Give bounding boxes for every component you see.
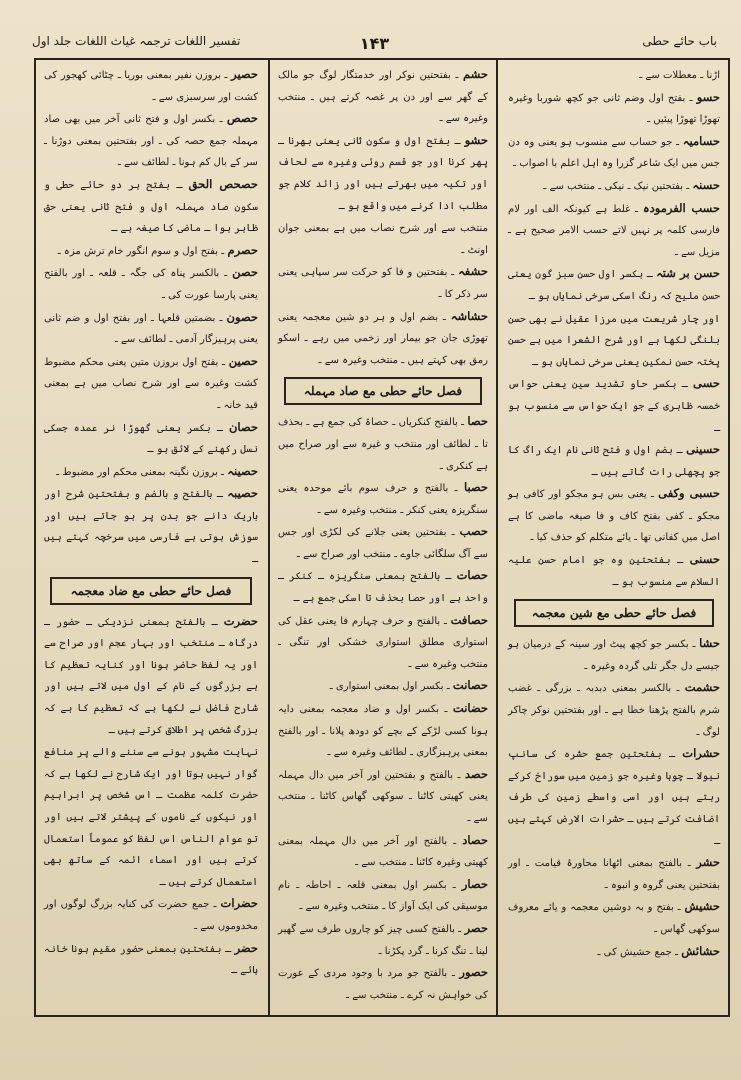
- definition: ـ بفتح و بہ دوشین معجمہ و یائے معروف سوکھی گھاس ـ: [508, 902, 720, 935]
- dictionary-entry: [44, 611, 258, 742]
- definition: ـ بالفتح و بالضم و بفتحتین شرح اور باریک دانے جو بدن پر ہو جاتے ہیں اور سوزش ہوتی ہے فارسی میں سرخچہ کہتے ہیں ـ: [44, 489, 258, 566]
- dictionary-entry: [278, 764, 488, 830]
- headword: حصینہ: [227, 463, 258, 478]
- definition: ـ بکسر یعنی گھوڑا نر عمدہ جسکی نسل رکھنے کے لائق ہو ـ: [44, 422, 258, 456]
- definition: ـ بالفتح بمعنی نزدیکی ـ حضور ـ درگاہ ـ منتخب اور بہار عجم اور صراح سے اور یہ لفظ حاضر ہونا اور کنایہ تعظیم کا ہے بزرگوں کے نام کے اول میں لاتے ہیں اور شارح فاضل نے لکھا ہے کہ تعظیم کا ہے کہ بزرگ شخص پر اطلاق کرتے ہیں ـ: [44, 616, 258, 736]
- definition: ـ بالفتح کنکریاں ـ حصاۃ کی جمع ہے ـ بحذف تا ـ لطائف اور منتخب و غیرہ سے اور صراح میں ہے کنکری ـ: [278, 417, 488, 472]
- headword: حصور: [459, 965, 488, 980]
- dictionary-entry: [278, 64, 488, 130]
- definition: ـ بالفتح بمعنی اٹھانا محاورۂ قیامت ـ اور بفتحتین یعنی گروہ و انبوہ ـ: [508, 858, 720, 891]
- definition: ـ بروزن نگینہ بمعنی محکم اور مضبوط ـ: [56, 466, 228, 478]
- dictionary-entry: [508, 941, 720, 964]
- dictionary-entry: [278, 610, 488, 676]
- headword: حصرم: [227, 242, 258, 257]
- dictionary-entry: [508, 198, 720, 264]
- headword: حصد: [464, 766, 488, 781]
- headword: حصبا: [463, 480, 488, 495]
- dictionary-entry: [508, 64, 720, 87]
- dictionary-entry: [508, 483, 720, 549]
- dictionary-entry: [278, 830, 488, 874]
- definition: ـ بفتحتین نیک ـ نیکی ـ منتخب سے ـ: [543, 180, 693, 192]
- headword: حشرات: [682, 746, 720, 761]
- dictionary-entry: [278, 261, 488, 305]
- definition: ـ بضم اول و ہر دو شین معجمہ یعنی تھوڑی جان جو بیمار اور زخمی میں رہے ـ اسکو رمق بھی کہتے ہیں ـ منتخب وغیرہ سے ـ: [278, 311, 488, 366]
- dictionary-entry: [508, 308, 720, 374]
- dictionary-entry: [508, 439, 720, 483]
- dictionary-entry: [44, 741, 258, 893]
- headword: حسنی: [689, 552, 720, 567]
- dictionary-entry: [508, 633, 720, 677]
- definition: ـ بفتح اول و سوم انگور خام ترش مزہ ـ: [57, 245, 228, 257]
- headword: حشیش: [684, 899, 720, 914]
- section-heading: فصل حائے حطی مع شین معجمہ: [514, 599, 714, 627]
- definition: منتخب سے اور شرح نصاب میں ہے بمعنی جوان اونٹ ـ: [278, 223, 488, 256]
- dictionary-entry: [278, 521, 488, 565]
- definition: ـ بکسر اول و فتح ثانی آخر میں بھی صاد مہملہ جمع حصہ کی ـ اور بفتحتین بمعنی دوڑنا ـ سر کے بال کم ہونا ـ لطائف سے ـ: [44, 114, 258, 169]
- headword: حشمت: [684, 680, 720, 695]
- definition: ـ بفتحتین یعنی جلانے کی لکڑی اور جس سے آگ سلگائی جاوے ـ منتخب اور صراح سے ـ: [278, 527, 488, 560]
- definition: ـ جمع حشیش کی ـ: [597, 946, 682, 958]
- definition: ـ بفتح اول بروزن متین یعنی محکم مضبوط کشت وغیرہ سے اور شرح نصاب میں ہے بمعنی قید خانہ ـ: [44, 356, 258, 411]
- dictionary-entry: [508, 131, 720, 175]
- definition: ـ بفتحتین و فا کو حرکت سر سپاہی یعنی سر ذکر کا ـ: [278, 267, 488, 300]
- headword: حصیبہ: [227, 486, 258, 501]
- headword: حصحص الحق: [188, 176, 258, 191]
- definition: اور چار شریعت میں مرزا عقیل نے بھی حسن بلنگی لکھا ہے اور شرح الشعرا میں ہے حسن پختہ حسن نمکین یعنی سرخی نمایاں ہو ـ: [508, 313, 720, 368]
- headword: حصا: [467, 414, 488, 429]
- page-number: ۱۴۳: [359, 34, 390, 53]
- definition: ـ بفتحتین جمع حشرہ کی سانپ نیولا ـ چوہا وغیرہ جو زمین میں سوراخ کرکے رہتے ہیں اور اسی واسطے زمین کی طرف اضافت کرتے ہیں ـ حشرات الارض کہتے ہیں ـ: [508, 749, 720, 847]
- headword: حسبی وکفی: [658, 486, 720, 501]
- definition: ـ بکسر حاو تشدید سین یعنی حواس خمسہ ظاہری کے جو ایک حواس سے منسوب ہو ـ: [508, 379, 720, 434]
- headword: حصن: [232, 265, 258, 280]
- dictionary-entry: [278, 698, 488, 764]
- dictionary-entry: [278, 675, 488, 698]
- headword: حشا: [699, 636, 720, 651]
- headword: حسی: [693, 376, 720, 391]
- definition: ـ بضمتین قلعہا ـ اور بفتح اول و ضم ثانی یعنی پرہیزگار آدمی ـ لطائف سے ـ: [44, 312, 258, 346]
- definition: ـ جو حساب سے منسوب ہو یعنی وہ دن جس میں ایک شاعر گزرا وہ اہل اعلم با اصواب ـ: [508, 136, 720, 170]
- dictionary-entry: [44, 938, 258, 982]
- headword: حصافت: [450, 612, 488, 627]
- dictionary-entry: [278, 962, 488, 1006]
- dictionary-entry: [278, 477, 488, 521]
- headword: حضرت: [223, 613, 258, 628]
- dictionary-entry: [508, 87, 720, 131]
- definition: ـ بکسر اول بمعنی قلعہ ـ احاطہ ـ نام موسیقی کی ایک آواز کا ـ منتخب وغیرہ سے ـ: [278, 879, 488, 913]
- definition: ـ بالفتح اور آخر میں دال مہملہ بمعنی کھیتی وغیرہ کاٹنا ـ منتخب سے ـ: [278, 835, 488, 869]
- headword: حصر: [464, 920, 488, 935]
- definition: نہایت مشہور ہونے سے سننے والے پر منافع گوار نہیں ہوتا اور ایک شارح نے لکھا ہے کہ حضرت کلمہ عظمت ـ اس شخص پر ابراہیم اور نیکوں کے ناموں کے پیشتر لاتے ہیں اور تو عوام الناس اس لفظ کو عموماً استعمال کرتے ہیں اور اسماء ائمہ کے ساتھ بھی استعمال کرتے ہیں ـ: [44, 747, 258, 888]
- definition: ـ بالفتح و حرف چہارم فا یعنی عقل کی استواری مطلق استواری خشکی اور تنگی ـ منتخب وغیرہ سے ـ: [278, 615, 488, 670]
- headword: حسنہ: [692, 177, 720, 192]
- headword: حسن بر شتہ: [656, 266, 720, 281]
- definition: ـ بالفتح و حرف سوم بائے موحدہ یعنی سنگریزہ یعنی کنکر ـ منتخب وغیرہ سے ـ: [278, 483, 488, 516]
- definition: ـ بفتحتین بمعنی حضور مقیم ہونا خانہ ہائے ـ: [44, 943, 258, 977]
- dictionary-entry: [508, 549, 720, 593]
- dictionary-entry: [44, 307, 258, 351]
- dictionary-entry: [44, 483, 258, 570]
- headword: حشو: [464, 132, 488, 147]
- definition: ـ بکسر اول و ضاد معجمہ بمعنی دایہ ہونا کسی لڑکے کے بچے کو دودھ پلانا ـ اور بالفتح بمعنی پرہیزگاری ـ لطائف وغیرہ سے ـ: [278, 704, 488, 759]
- headword: حضر: [234, 940, 258, 955]
- headword: حصاد: [462, 832, 488, 847]
- dictionary-entry: [278, 306, 488, 372]
- dictionary-entry: [508, 677, 720, 743]
- dictionary-entry: [278, 130, 488, 217]
- headword: حصات: [456, 568, 488, 583]
- dictionary-entry: [508, 263, 720, 307]
- dictionary-entry: [278, 411, 488, 477]
- headword: حسو: [696, 89, 720, 104]
- headword: حشفہ: [458, 264, 488, 279]
- definition: ـ بکسر جو کچھ پیٹ اور سینہ کے درمیان ہو جیسے دل جگر تلی گردہ وغیرہ ـ: [508, 639, 720, 672]
- definition: ـ بروزن نفیر بمعنی بوریا ـ چٹائی کھجور کی کشت اور سرسبزی سے ـ: [44, 70, 258, 103]
- headword: حسامیہ: [682, 133, 720, 148]
- definition: ـ بالفتح بمعنی سنگریزہ ـ کنکر ـ واحد ہے اور حصا بحذف تا اسکی جمع ہے ـ: [278, 571, 488, 605]
- headword: حصانت: [452, 678, 488, 693]
- section-heading: فصل حائے حطی مع صاد مہملہ: [284, 377, 482, 405]
- definition: ـ یعنی بس ہو مجکو اور کافی ہو مجکو ـ کفی بفتح کاف و فا صیغہ ماضی کا ہے اصل میں کفانی تھا ـ یائے متکلم کو حذف کیا ـ: [508, 489, 720, 544]
- dictionary-entry: [508, 896, 720, 940]
- dictionary-entry: [508, 373, 720, 439]
- column-left: [36, 60, 266, 1015]
- headword: حصان: [228, 419, 258, 434]
- headword: حصار: [461, 876, 488, 891]
- column-right: [500, 60, 728, 1015]
- headword: حصب: [459, 524, 488, 539]
- headword: حشاشہ: [450, 308, 488, 323]
- headword: حصون: [226, 309, 258, 324]
- definition: ـ بفتحتین وہ جو امام حسن علیہ السلام سے منسوب ہو ـ: [508, 555, 720, 588]
- dictionary-entry: [44, 64, 258, 108]
- dictionary-entry: [508, 852, 720, 896]
- definition: ـ بفتح ہر دو حائے حطی و سکون صاد مہملہ اول و فتح ثانی یعنی حق ظاہر ہوا ـ ماضی کا صیغہ ہے ـ: [44, 179, 258, 235]
- dictionary-entry: [44, 351, 258, 417]
- column-middle: [268, 60, 498, 1015]
- definition: ـ بکسر اول حسن سبز گون یعنی حسن ملیح کہ رنگ اسکی سرخی نمایاں ہو ـ: [508, 269, 720, 302]
- dictionary-entry: [44, 174, 258, 240]
- dictionary-entry: [278, 217, 488, 261]
- dictionary-entry: [44, 893, 258, 937]
- headword: حضانت: [452, 701, 488, 716]
- definition: اڑنا ـ معطلات سے ـ: [639, 70, 720, 81]
- definition: ـ جمع حضرت کی کنایہ بزرگ لوگوں اور مخدوموں سے ـ: [44, 899, 258, 932]
- dictionary-entry: [44, 461, 258, 484]
- headword: حصیر: [231, 67, 258, 81]
- headword: حشائش: [681, 943, 720, 958]
- headword: حشر: [696, 855, 720, 870]
- definition: ـ بالفتح و بفتحتین اور آخر میں دال مہملہ یعنی کھیتی کاٹنا ـ سوکھی گھاس کاٹنا ـ منتخب سے ـ: [278, 769, 488, 824]
- definition: ـ بفتح اول وضم ثانی جو کچھ شوربا وغیرہ تھوڑا تھوڑا پیئیں ـ: [508, 92, 720, 126]
- headword: حصین: [228, 353, 258, 368]
- dictionary-entry: [44, 262, 258, 306]
- dictionary-entry: [278, 565, 488, 609]
- header-book-title: تفسیر اللغات ترجمہ غیاث اللغات جلد اول: [32, 34, 241, 48]
- dictionary-entry: [278, 874, 488, 918]
- dictionary-entry: [278, 918, 488, 962]
- definition: ـ بالفتح کسی چیز کو چاروں طرف سے گھیر لینا ـ تنگ کرنا ـ گرد پکڑنا ـ: [278, 923, 488, 957]
- headword: حشم: [462, 67, 488, 81]
- headword: حسینی: [686, 442, 720, 457]
- dictionary-entry: [44, 240, 258, 263]
- definition: ـ غلط ہے کیونکہ الف اور لام فارسی کلمہ پر نہیں لاتے حسب الامر صحیح ہے ـ مزیل سے ـ: [508, 203, 720, 258]
- dictionary-entry: [44, 417, 258, 461]
- definition: ـ بفتحتین نوکر اور خدمتگار لوگ جو مالک کے گھر سے اور دن پر غصہ کرتے ہیں ـ منتخب وغیرہ سے ـ: [278, 70, 488, 125]
- headword: حصص: [226, 111, 258, 126]
- text-frame: [34, 58, 730, 1017]
- headword: حسب الفرمودہ: [642, 200, 720, 215]
- definition: ـ بالکسر پناہ کی جگہ ـ قلعہ ـ اور بالفتح یعنی پارسا عورت کی ـ: [44, 268, 258, 301]
- definition: ـ بالکسر بمعنی دبدبہ ـ بزرگی ـ غضب شرم بالفتح پڑھنا خطا ہے ـ اور بفتحتین نوکر چاکر لوگ ـ: [508, 683, 720, 738]
- definition: ـ بکسر اول بمعنی استواری ـ: [329, 681, 453, 693]
- header-chapter-title: باب حائے حطی: [642, 34, 717, 48]
- dictionary-entry: [508, 175, 720, 198]
- dictionary-entry: [508, 743, 720, 852]
- section-heading: فصل حائے حطی مع ضاد معجمہ: [50, 577, 252, 605]
- definition: ـ بالفتح جو مرد با وجود مردی کے عورت کی خواہش نہ کرے ـ منتخب سے ـ: [278, 968, 488, 1001]
- page-header: [26, 30, 723, 58]
- definition: ـ بضم اول و فتح ثانی نام ایک راگ کا جو پچھلی رات گاتے ہیں ـ: [508, 445, 720, 478]
- dictionary-entry: [44, 108, 258, 174]
- headword: حضرات: [220, 896, 258, 911]
- definition: ـ بفتح اول و سکون ثانی یعنی بھرنا ـ پھر کرنا اور جو قسم روئی وغیرہ سے لحاف اور تکیہ میں بھرتے ہیں اور زائد کلام جو مطلب ادا کرنے میں واقع ہو ـ: [278, 135, 488, 212]
